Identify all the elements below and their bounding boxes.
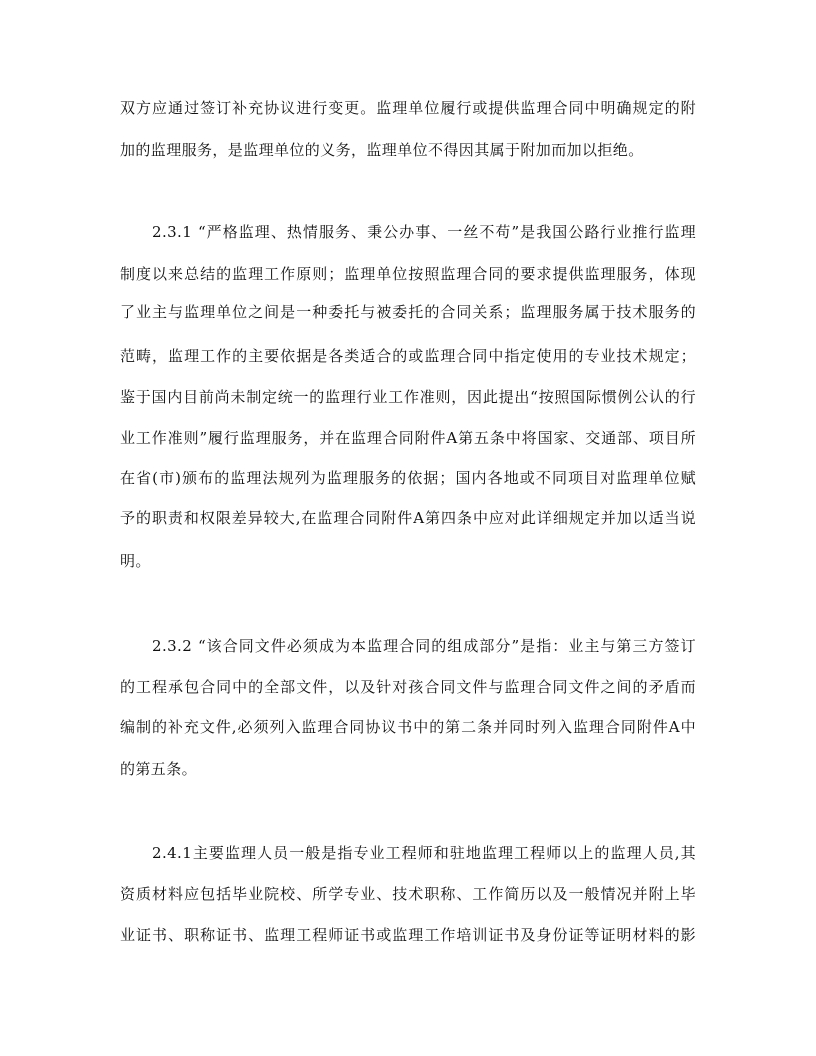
- paragraph-1-line-7: 予的职责和权限差异较大,在监理合同附件A第四条中应对此详细规定并加以适当说: [120, 509, 696, 527]
- paragraph-0-line-1: 加的监理服务，是监理单位的义务，监理单位不得因其属于附加而加以拒绝。: [120, 141, 644, 159]
- paragraph-1-line-1: 制度以来总结的监理工作原则；监理单位按照监理合同的要求提供监理服务，体现: [120, 265, 696, 283]
- paragraph-2-line-1: 的工程承包合同中的全部文件，以及针对孩合同文件与监理合同文件之间的矛盾而: [120, 678, 696, 696]
- paragraph-3-line-2: 业证书、职称证书、监理工程师证书或监理工作培训证书及身份证等证明材料的影: [120, 926, 696, 944]
- paragraph-2-line-3: 的第五条。: [120, 760, 198, 778]
- paragraph-3-line-0: 2.4.1主要监理人员一般是指专业工程师和驻地监理工程师以上的监理人员,其: [152, 844, 696, 862]
- paragraph-3-line-1: 资质材料应包括毕业院校、所学专业、技术职称、工作简历以及一般情况并附上毕: [120, 885, 696, 903]
- paragraph-2-line-0: 2.3.2 “该合同文件必须成为本监理合同的组成部分”是指：业主与第三方签订: [152, 637, 696, 655]
- paragraph-2-line-2: 编制的补充文件,必须列入监理合同协议书中的第二条并同时列入监理合同附件A中: [120, 718, 696, 736]
- paragraph-1-line-8: 明。: [120, 552, 151, 570]
- paragraph-1-line-6: 在省(市)颁布的监理法规列为监理服务的依据；国内各地或不同项目对监理单位赋: [120, 469, 696, 487]
- paragraph-0-line-0: 双方应通过签订补充协议进行变更。监理单位履行或提供监理合同中明确规定的附: [120, 99, 696, 117]
- paragraph-1-line-0: 2.3.1 “严格监理、热情服务、秉公办事、一丝不苟”是我国公路行业推行监理: [152, 223, 696, 241]
- paragraph-1-line-5: 业工作准则”履行监理服务，并在监理合同附件A第五条中将国家、交通部、项目所: [120, 429, 696, 447]
- paragraph-1-line-3: 范畴，监理工作的主要依据是各类适合的或监理合同中指定使用的专业技术规定；: [120, 347, 696, 365]
- paragraph-1-line-4: 鉴于国内目前尚未制定统一的监理行业工作准则，因此提出“按照国际惯例公认的行: [120, 388, 696, 406]
- paragraph-1-line-2: 了业主与监理单位之间是一种委托与被委托的合同关系；监理服务属于技术服务的: [120, 303, 696, 321]
